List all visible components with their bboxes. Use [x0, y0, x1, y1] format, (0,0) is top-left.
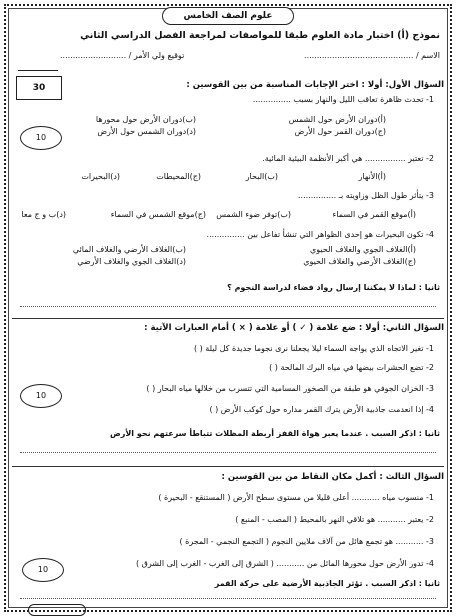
q1-item3-opt-a: (أ)موقع القمر في السماء — [332, 210, 416, 219]
student-name-label: الاسم / ........................................... — [304, 51, 440, 60]
q1-item4-opt-b: (ب)الغلاف الأرضي والغلاف المائي — [72, 245, 186, 254]
q3-item1: 1- منسوب مياه ........... أعلى قليلا من مستوى سطح الأرض ( المستنقع - البحيرة ) — [158, 493, 434, 502]
q1-score: 10 — [20, 126, 62, 150]
q2-second-part: ثانيا : اذكر السبب . عندما يعبر هواة القفز أربطة المظلات تتباطأ سرعتهم نحو الأرض — [109, 429, 440, 438]
q3-heading: السؤال الثالث : أكمل مكان النقاط من بين القوسين : — [221, 472, 444, 482]
section-divider — [12, 318, 444, 319]
q2-score: 10 — [20, 384, 62, 408]
q1-item2-opt-b: (ب)البحار — [245, 172, 278, 181]
q1-item2-opt-a: (أ)الأنهار — [358, 172, 386, 181]
q1-item2-stem: 2- تعتبر ................ هي أكبر الأنظمة البيئية المائية. — [262, 154, 434, 163]
q1-item4-stem: 4- تكون البحيرات هو إحدى الظواهر التي تنشأ تفاعل بين ............... — [206, 230, 434, 239]
q1-item1-stem: 1- تحدث ظاهرة تعاقب الليل والنهار بسبب ............... — [252, 95, 434, 104]
total-score: 30 — [16, 76, 62, 100]
q1-heading: السؤال الأول: أولا : اختر الإجابات المناسبة من بين القوسين : — [186, 80, 444, 90]
q2-item1: 1- تغير الاتجاه الذي يواجه السماء ليلا يجعلنا نرى نجوما جديدة كل ليلة ( ) — [193, 344, 434, 353]
q2-item2: 2- تضع الحشرات بيضها في مياه البرك المالحة ( ) — [269, 363, 434, 372]
q1-item2-opt-d: (د)البحيرات — [81, 172, 120, 181]
q1-item3-opt-c: (ج)موقع الشمس في السماء — [110, 210, 206, 219]
q2-item4: 4- إذا انعدمت جاذبية الأرض يترك القمر مداره حول كوكب الأرض ( ) — [209, 405, 434, 414]
answer-line — [20, 306, 436, 307]
subject-banner: علوم الصف الخامس — [162, 7, 294, 25]
q3-item4: 4- تدور الأرض حول محورها المائل من ........... ( الشرق إلى الغرب - الغرب إلى الشرق ) — [135, 559, 434, 568]
exam-title: نموذج (أ) اختبار مادة العلوم طبقا للمواصفات لمراجعة الفصل الدراسي الثاني — [80, 30, 440, 41]
q3-item3: 3- ........... هو تجمع هائل من آلاف ملايين النجوم ( التجمع النجمي - المجرة ) — [179, 537, 434, 546]
q1-item1-opt-c: (ج)دوران القمر حول الأرض — [294, 127, 386, 136]
q1-item4-opt-d: (د)الغلاف الجوي والغلاف الأرضي — [77, 257, 186, 266]
q1-item4-opt-a: (أ)الغلاف الجوي والغلاف الحيوي — [310, 245, 416, 254]
parent-signature-label: توقيع ولي الأمر / .......................... — [60, 51, 185, 60]
q1-item3-stem: 3- يتأثر طول الظل وزاويته بـ ............... — [297, 191, 434, 200]
q1-item3-opt-d: (د)ب و ج معا — [21, 210, 66, 219]
q3-item2: 2- يعتبر ........... هو تلاقي النهر بالمحيط ( المصب - المنبع ) — [235, 515, 434, 524]
answer-line — [20, 452, 436, 453]
q3-second-part: ثانيا : اذكر السبب . تؤثر الجاذبية الأرضية على حركة القمر — [214, 579, 440, 588]
q3-score: 10 — [22, 558, 64, 582]
q1-item2-opt-c: (ج)المحيطات — [156, 172, 201, 181]
q1-second-part: ثانيا : لماذا لا يمكننا إرسال رواد فضاء لدراسة النجوم ؟ — [227, 283, 440, 292]
q1-item3-opt-b: (ب)توفر ضوء الشمس — [216, 210, 291, 219]
q2-heading: السؤال الثاني: أولا : ضع علامة ( ✓ ) أو علامة ( × ) أمام العبارات الآتية : — [144, 323, 444, 333]
answer-line — [20, 598, 436, 599]
footer-tab — [28, 604, 86, 616]
q1-item4-opt-c: (ج)الغلاف الأرضي والغلاف الحيوي — [303, 257, 416, 266]
section-divider — [12, 466, 444, 467]
q1-item1-opt-d: (د)دوران الشمس حول الأرض — [97, 127, 196, 136]
q1-item1-opt-b: (ب)دوران الأرض حول محورها — [95, 115, 196, 124]
q1-item1-opt-a: (أ)دوران الأرض حول الشمس — [288, 115, 386, 124]
q2-item3: 3- الخزان الجوفي هو طبقة من الصخور المسامية التي تتسرب من خلالها مياه البحار ( ) — [146, 384, 434, 393]
score-line — [18, 70, 58, 71]
